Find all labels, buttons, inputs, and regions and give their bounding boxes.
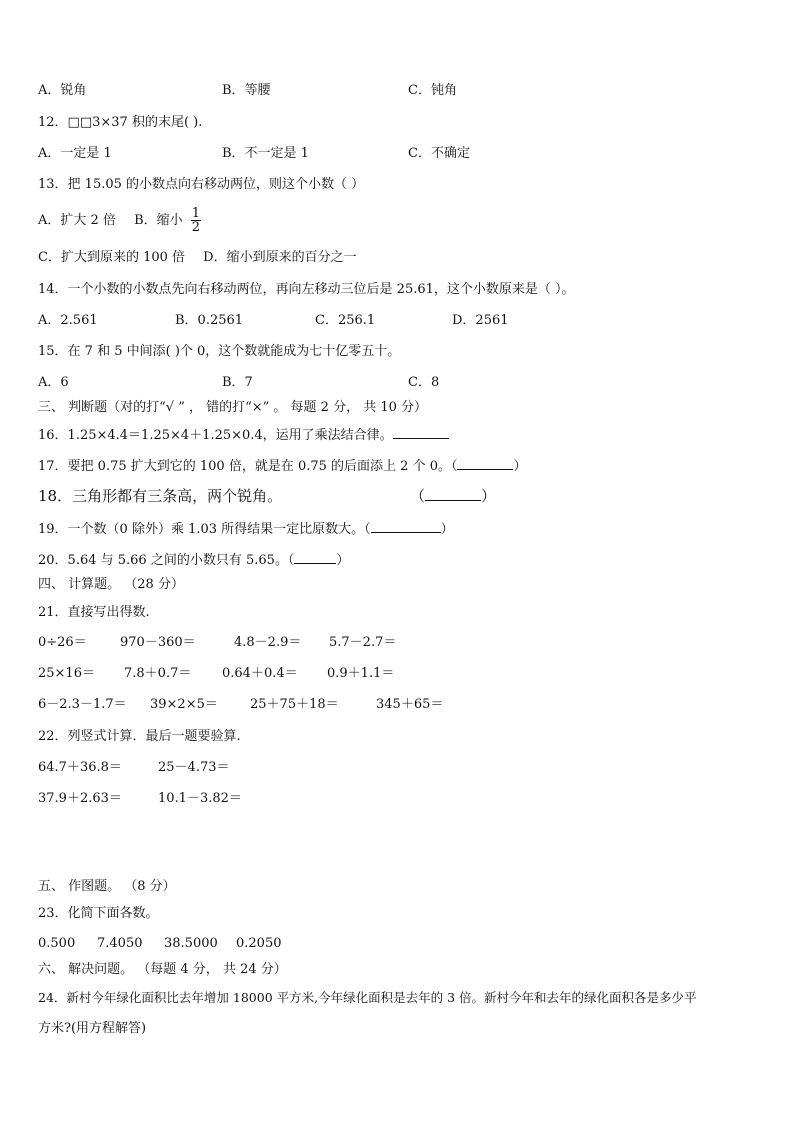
q22-item: 25－4.73＝ xyxy=(158,760,230,775)
q21-item: 7.8＋0.7＝ xyxy=(124,666,192,681)
q22-text: 22．列竖式计算．最后一题要验算. xyxy=(38,729,241,744)
q11-option-a: A．锐角 xyxy=(38,83,87,98)
q14-option-a: A．2.561 xyxy=(38,313,98,328)
q11-option-b: B．等腰 xyxy=(222,83,271,98)
answer-blank[interactable] xyxy=(393,426,449,439)
q21-item: 345＋65＝ xyxy=(376,697,444,712)
q22-item: 10.1－3.82＝ xyxy=(158,791,242,806)
q15-option-a: A．6 xyxy=(38,375,69,390)
q15-option-c: C．8 xyxy=(408,375,440,390)
close-paren: ） xyxy=(481,487,497,505)
q21-item: 0.9＋1.1＝ xyxy=(327,666,395,681)
q19 xyxy=(38,520,454,539)
q20-text: 20．5.64 与 5.66 之间的小数只有 5.65。（ xyxy=(38,553,295,568)
answer-blank[interactable] xyxy=(457,457,513,470)
q13-option-c: C．扩大到原来的 100 倍 xyxy=(38,250,186,265)
q14-option-c: C．256.1 xyxy=(315,313,376,328)
q21-text: 21．直接写出得数. xyxy=(38,605,150,620)
q21-item: 0÷26＝ xyxy=(38,635,87,650)
q21-item: 39×2×5＝ xyxy=(150,697,218,712)
q12-text: 12．□□3×37 积的末尾( ). xyxy=(38,115,203,130)
q17 xyxy=(38,457,527,476)
q16-text: 16．1.25×4.4＝1.25×4＋1.25×0.4，运用了乘法结合律。 xyxy=(38,428,393,443)
q23-value: 38.5000 xyxy=(164,936,218,951)
q21-item: 0.64＋0.4＝ xyxy=(222,666,298,681)
fraction-one-half xyxy=(191,207,201,234)
close-paren: ） xyxy=(513,459,527,474)
q18-answer xyxy=(410,487,496,505)
q15-text: 15．在 7 和 5 中间添( )个 0，这个数就能成为七十亿零五十。 xyxy=(38,344,401,359)
q16 xyxy=(38,426,449,445)
section-6-heading: 六、 解决问题。 （每题 4 分， 共 24 分） xyxy=(38,962,287,977)
q24-line-1: 24．新村今年绿化面积比去年增加 18000 平方米,今年绿化面积是去年的 3 倍。新村今年和去年的绿化面积各是多少平 xyxy=(38,990,697,1005)
q12-option-b: B．不一定是 1 xyxy=(222,146,309,161)
q13-option-d: D．缩小到原来的百分之一 xyxy=(203,250,357,265)
q14-option-d: D．2561 xyxy=(452,313,509,328)
q13-option-a: A．扩大 2 倍 xyxy=(38,213,116,228)
q14-option-b: B．0.2561 xyxy=(175,313,244,328)
q13-text: 13．把 15.05 的小数点向右移动两位，则这个小数（ ） xyxy=(38,177,365,192)
q23-value: 7.4050 xyxy=(97,936,143,951)
q12-option-a: A．一定是 1 xyxy=(38,146,112,161)
q18-text: 18．三角形都有三条高，两个锐角。 xyxy=(38,487,283,505)
q15-option-b: B．7 xyxy=(222,375,253,390)
answer-blank[interactable] xyxy=(294,551,336,564)
q21-item: 6－2.3－1.7＝ xyxy=(38,697,127,712)
q23-text: 23．化简下面各数。 xyxy=(38,906,159,921)
q20 xyxy=(38,551,349,570)
q21-item: 4.8－2.9＝ xyxy=(234,635,302,650)
q21-item: 25＋75＋18＝ xyxy=(250,697,339,712)
section-4-heading: 四、 计算题。 （28 分） xyxy=(38,577,184,592)
q21-item: 5.7－2.7＝ xyxy=(329,635,397,650)
q22-item: 64.7＋36.8＝ xyxy=(38,760,122,775)
q24-line-2: 方米?(用方程解答) xyxy=(38,1021,147,1036)
q14-text: 14．一个小数的小数点先向右移动两位，再向左移动三位后是 25.61，这个小数原来是（ ）。 xyxy=(38,282,575,297)
q17-text: 17．要把 0.75 扩大到它的 100 倍，就是在 0.75 的后面添上 2 个 0。（ xyxy=(38,459,458,474)
close-paren: ） xyxy=(336,553,350,568)
answer-blank[interactable] xyxy=(371,520,441,533)
q13-option-b: B．缩小 xyxy=(134,213,183,228)
q19-text: 19．一个数（0 除外）乘 1.03 所得结果一定比原数大。（ xyxy=(38,522,371,537)
q13-options-ab xyxy=(38,205,201,237)
q18 xyxy=(38,487,497,505)
q21-item: 25×16＝ xyxy=(38,666,95,681)
q21-item: 970－360＝ xyxy=(120,635,196,650)
q13-options-cd xyxy=(38,249,357,267)
open-paren: （ xyxy=(410,487,426,505)
answer-blank[interactable] xyxy=(425,488,481,501)
section-3-heading: 三、 判断题（对的打“√ ” ， 错的打“×” 。 每题 2 分， 共 10 分） xyxy=(38,400,428,415)
q23-value: 0.500 xyxy=(38,936,76,951)
q12-option-c: C．不确定 xyxy=(408,146,470,161)
q23-value: 0.2050 xyxy=(236,936,282,951)
q11-option-c: C．钝角 xyxy=(408,83,457,98)
fraction-denominator: 2 xyxy=(191,220,201,235)
q22-item: 37.9＋2.63＝ xyxy=(38,791,122,806)
section-5-heading: 五、 作图题。 （8 分） xyxy=(38,879,176,894)
close-paren: ） xyxy=(440,522,454,537)
fraction-numerator: 1 xyxy=(191,206,201,221)
